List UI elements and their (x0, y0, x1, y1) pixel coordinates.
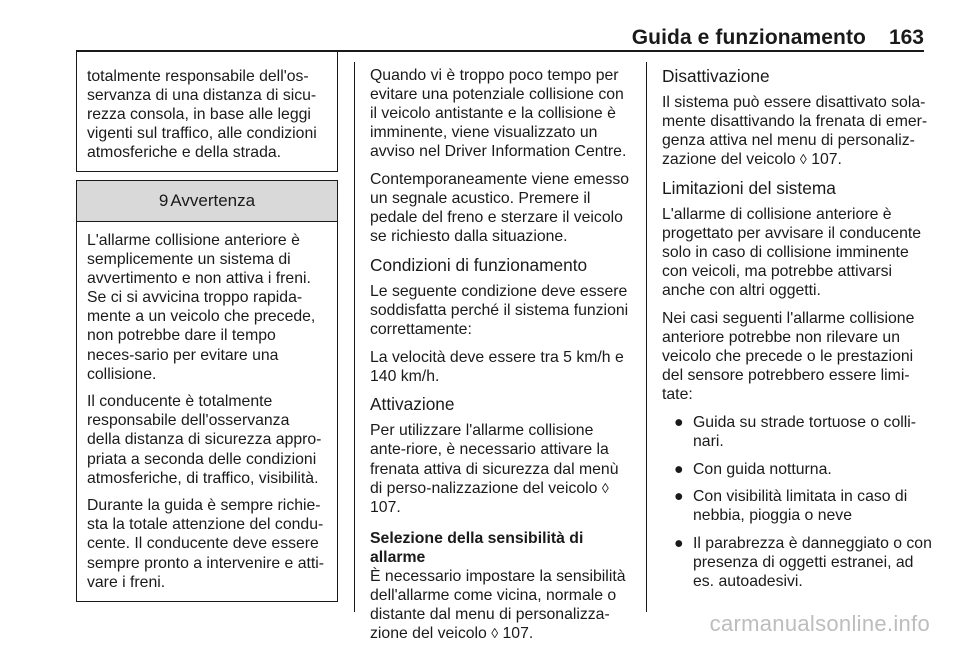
list-item (662, 460, 932, 479)
list-item (662, 534, 932, 591)
paragraph: Nei casi seguenti l'allarme collisione anteriore potrebbe non rilevare un veicolo che precede o le prestazioni del sensore potrebbero essere limi-tate: (662, 309, 915, 404)
paragraph (370, 567, 632, 643)
intro-text: totalmente responsabile dell'os-servanza di una distanza di sicu-rezza consola, in base alle leggi vigenti sul traffico, alle condizioni atmosferiche e della strada. (87, 68, 317, 162)
paragraph: La velocità deve essere tra 5 km/h e 140 km/h. (370, 348, 624, 385)
warning-header (77, 181, 337, 222)
list-item (662, 413, 932, 451)
list-item-text: Guida su strade tortuose o colli-nari. (693, 413, 917, 450)
list-item-text: Il parabrezza è danneggiato o con presenza di oggetti estranei, ad es. autoadesivi. (693, 534, 932, 590)
paragraph (662, 93, 932, 169)
paragraph-text: Per utilizzare l'allarme collisione ante-riore, è necessario attivare la frenata attiva di sicurezza dal menù di perso-nalizzazione del veicolo (370, 422, 619, 497)
column-divider-right (646, 62, 647, 612)
intro-box (76, 50, 338, 172)
paragraph: Le seguente condizione deve essere soddisfatta perché il sistema funzioni correttamente: (370, 282, 629, 339)
page-ref-link[interactable]: 107. (370, 498, 401, 516)
section-heading-limitazioni: Limitazioni del sistema (662, 177, 836, 198)
paragraph-text: Il sistema può essere disattivato sola-mente disattivando la frenata di emer-genza attiva nel menu di personaliz-zazione del veicolo (662, 94, 928, 169)
page-ref-arrow-icon: ◊ (491, 625, 499, 642)
section-heading-condizioni: Condizioni di funzionamento (370, 254, 588, 275)
bullet-icon: ● (674, 460, 684, 478)
column-right (662, 66, 932, 600)
warning-paragraph: L'allarme collisione anteriore è semplicemente un sistema di avvertimento e non attiva i freni. Se ci si avvicina troppo rapida-mente a un veicolo che precede, non potrebbe dare il tempo neces-sario per evitare una collisione. (87, 232, 316, 383)
paragraph: Contemporaneamente viene emesso un segnale acustico. Premere il pedale del freno e sterzare il veicolo se richiesto dalla situazione. (370, 170, 630, 246)
page-ref-link[interactable]: 107. (811, 151, 842, 169)
page-number: 163 (888, 26, 924, 49)
section-heading-disattivazione: Disattivazione (662, 66, 770, 86)
paragraph: L'allarme di collisione anteriore è progettato per avvisare il conducente solo in caso di collisione imminente con veicoli, ma potrebbe attivarsi anche con altri oggetti. (662, 205, 922, 300)
page-ref-link[interactable]: 107. (502, 625, 534, 643)
warning-body (77, 222, 337, 601)
page-ref-arrow-icon: ◊ (799, 151, 807, 168)
column-middle (370, 66, 632, 652)
watermark: carmanualsonline.info (709, 611, 930, 636)
list-item (662, 487, 932, 525)
paragraph-text: È necessario impostare la sensibilità dell'allarme come vicina, normale o distante dal menu di personalizza-zione del veicolo (370, 567, 626, 643)
column-divider-left (354, 62, 355, 612)
list-item-text: Con visibilità limitata in caso di nebbia, pioggia o neve (693, 488, 908, 525)
bullet-icon: ● (674, 534, 684, 552)
limitations-list (662, 413, 932, 591)
page-header-title: Guida e funzionamento (631, 26, 866, 49)
warning-icon: 9 (158, 191, 169, 210)
warning-box (76, 180, 338, 602)
paragraph (370, 421, 632, 516)
list-item-text: Con guida notturna. (693, 460, 832, 478)
bullet-icon: ● (674, 488, 684, 506)
warning-paragraph: Il conducente è totalmente responsabile dell'osservanza della distanza di sicurezza appro-priata a seconda delle condizioni atmosferiche, di traffico, visibilità. (87, 393, 322, 487)
page-ref-arrow-icon: ◊ (601, 479, 609, 496)
paragraph: Quando vi è troppo poco tempo per evitare una potenziale collisione con il veicolo antistante e la collisione è imminente, viene visualizzato un avviso nel Driver Information Centre. (370, 67, 627, 161)
warning-title: Avvertenza (170, 191, 256, 210)
subheading-selezione: Selezione della sensibilità di allarme (370, 529, 584, 566)
bullet-icon: ● (674, 413, 684, 431)
warning-paragraph: Durante la guida è sempre richie-sta la totale attenzione del condu-cente. Il conducente deve essere sempre pronto a intervenire e atti-vare i freni. (87, 497, 325, 591)
section-heading-attivazione: Attivazione (370, 394, 455, 415)
